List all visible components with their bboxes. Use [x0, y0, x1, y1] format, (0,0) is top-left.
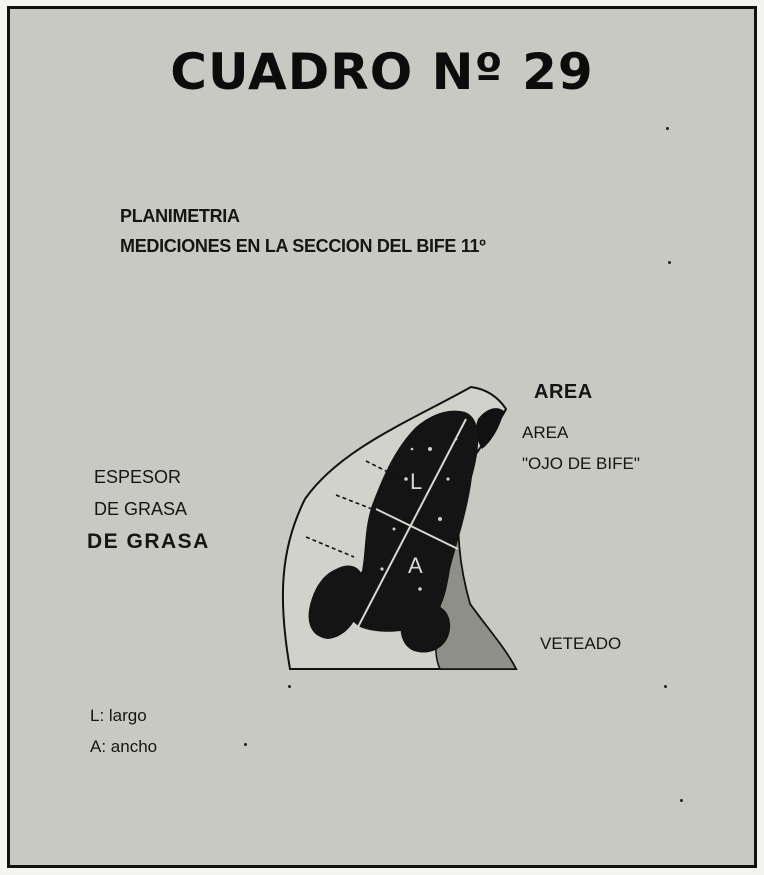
espesor-label: ESPESOR [94, 467, 182, 487]
de-grasa-label: DE GRASA [94, 499, 188, 519]
ojo-de-bife-label: "OJO DE BIFE" [522, 454, 640, 473]
veteado-label: VETEADO [540, 634, 622, 653]
area-heading-label: AREA [534, 381, 593, 403]
subtitle-line-2: MEDICIONES EN LA SECCION DEL BIFE 11º [120, 236, 486, 256]
speck [666, 127, 669, 130]
subtitle-line-1: PLANIMETRIA [120, 206, 240, 226]
ancho-letter: A [408, 553, 423, 578]
area-label: AREA [522, 423, 569, 442]
figure-title: CUADRO Nº 29 [170, 43, 594, 101]
bife-section-diagram [10, 9, 754, 865]
figure-frame [7, 6, 757, 868]
largo-letter: L [410, 469, 423, 494]
legend-ancho: A: ancho [90, 737, 158, 756]
speck [244, 743, 247, 746]
legend-largo: L: largo [90, 706, 147, 725]
de-grasa-bold-label: DE GRASA [87, 530, 210, 553]
speck [668, 261, 671, 264]
speck [664, 685, 667, 688]
speck [288, 685, 291, 688]
speck [680, 799, 683, 802]
